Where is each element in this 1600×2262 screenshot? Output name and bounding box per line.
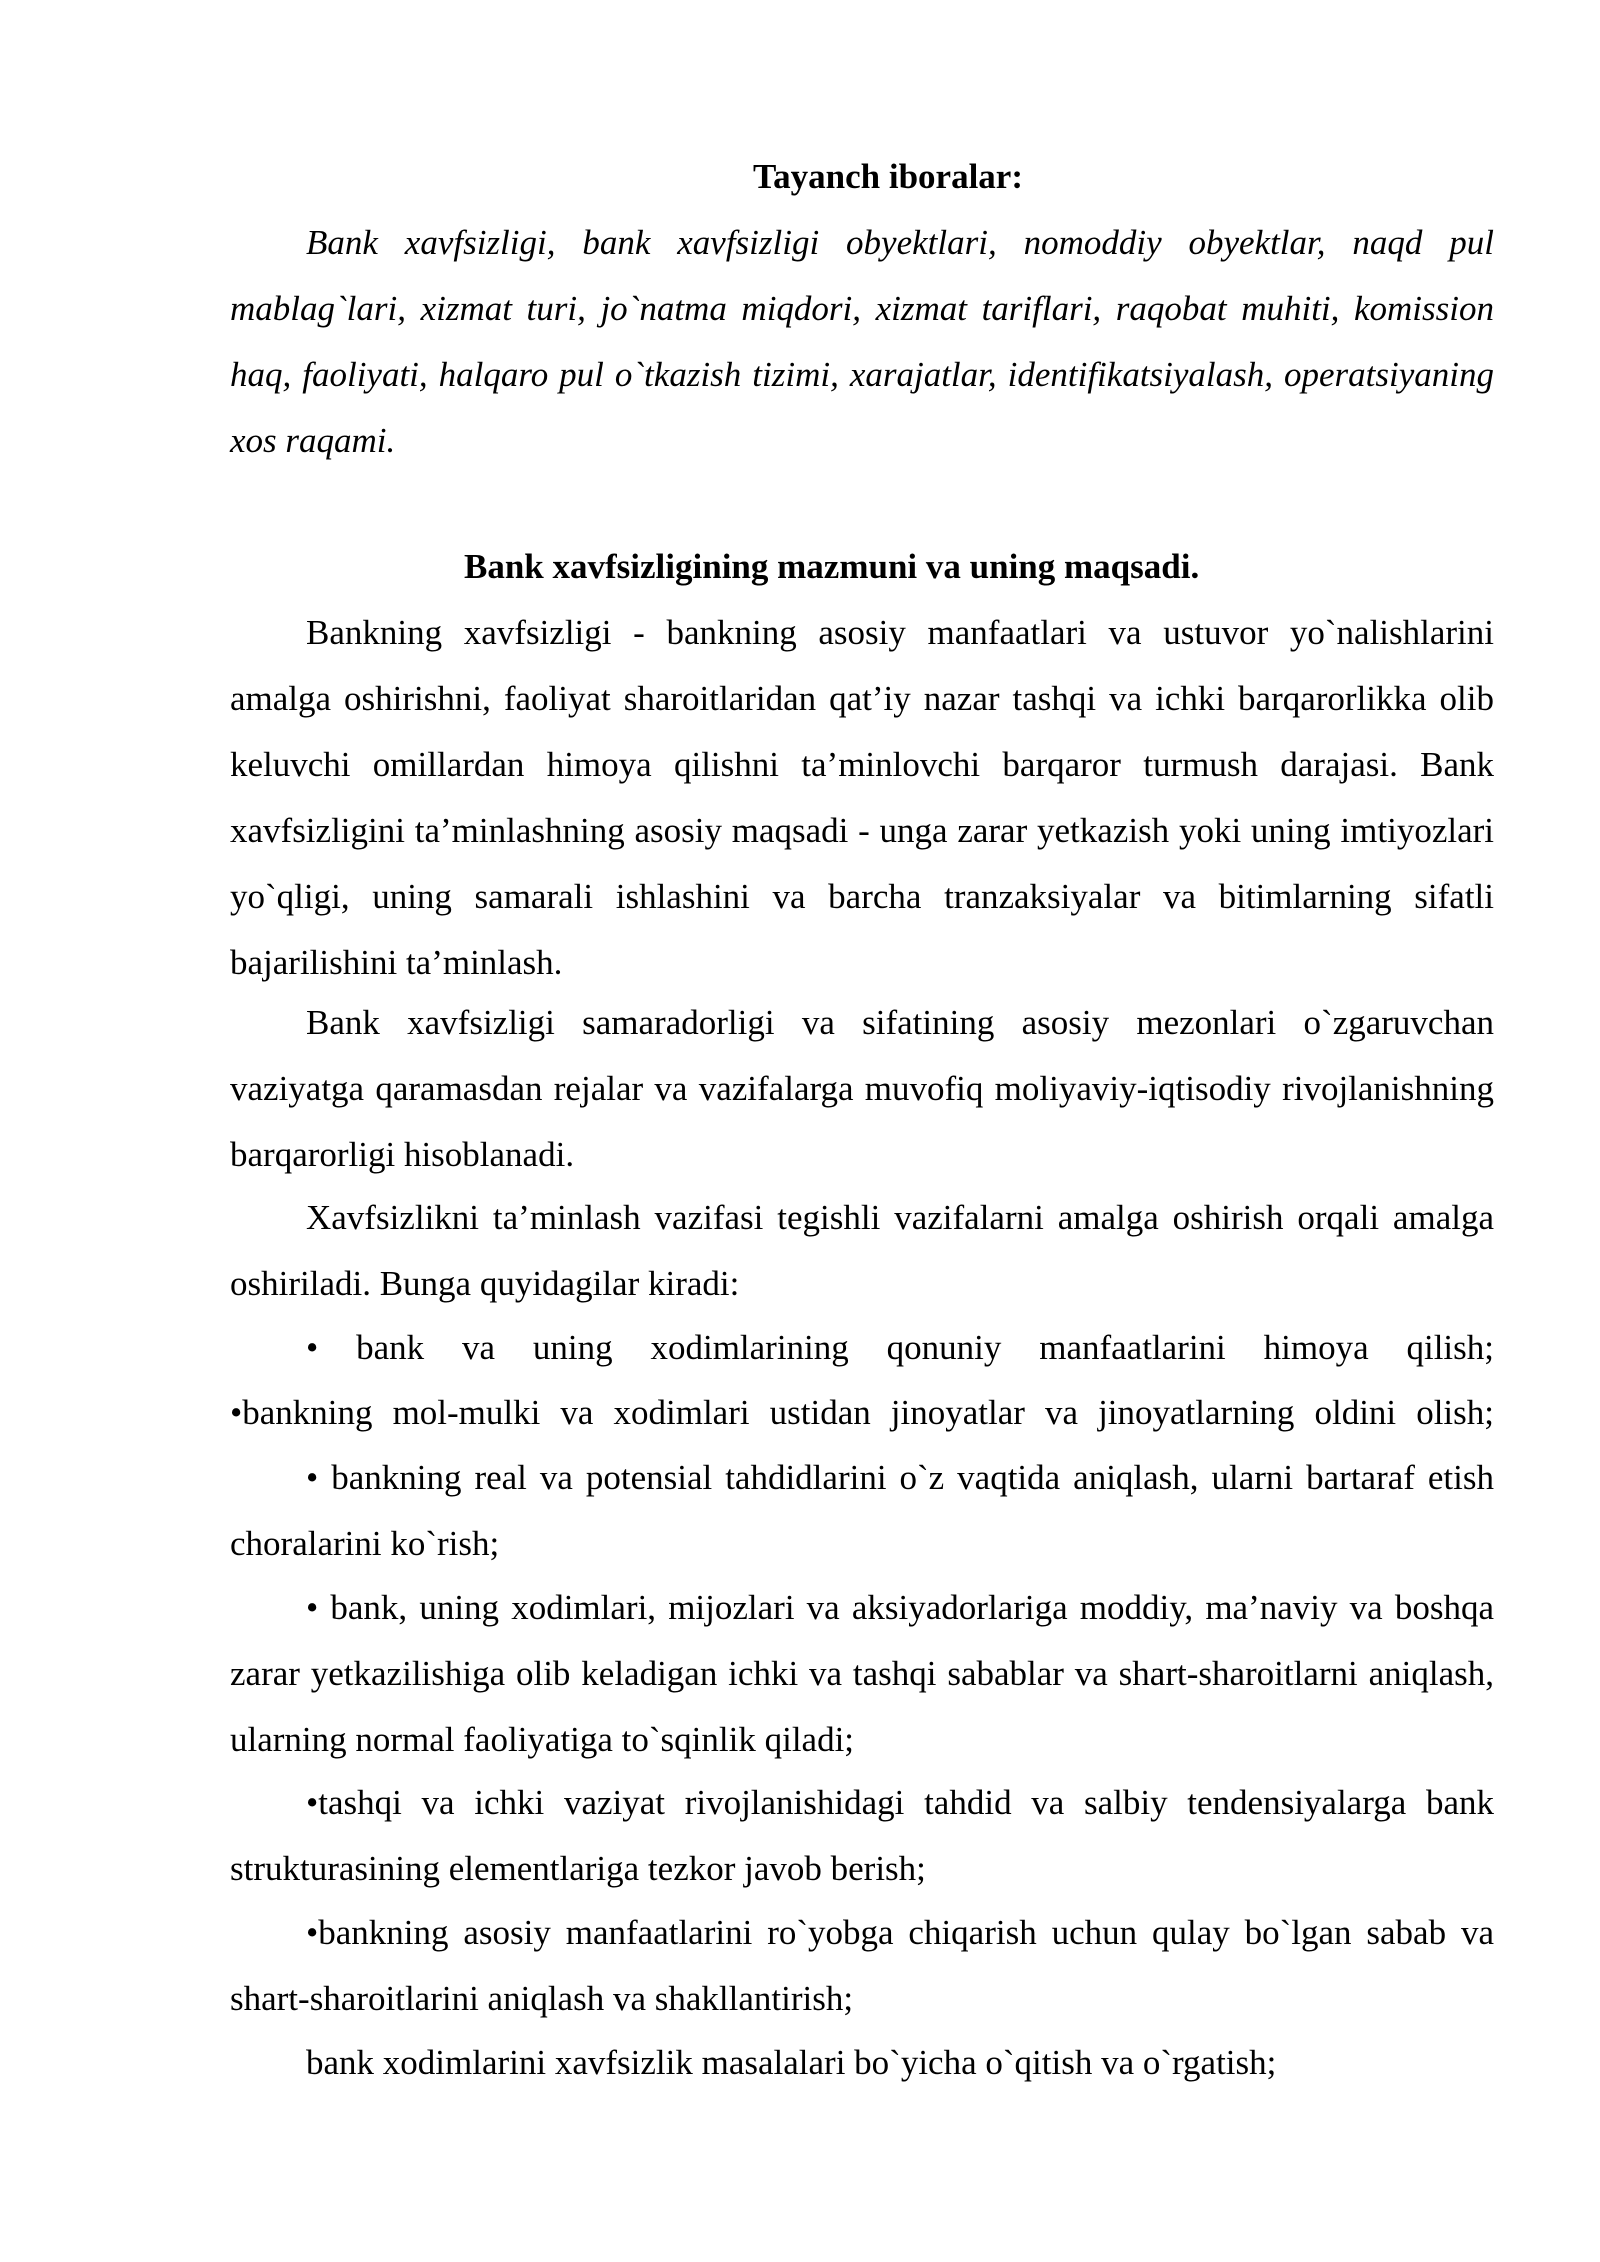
list-item: • bankning real va potensial tahdidlarini o`z vaqtida aniqlash, ularni bartaraf etish choralarini ko`rish; [230,1458,1494,1563]
paragraph-definition: Bankning xavfsizligi - bankning asosiy manfaatlari va ustuvor yo`nalishlarini amalga oshirishni, faoliyat sharoitlaridan qat’iy nazar tashqi va ichki barqarorlikka olib keluvchi omillardan himoya qilishni ta’minlovchi barqaror turmush darajasi. Bank xavfsizligini ta’minlashning asosiy maqsadi - unga zarar yetkazish yoki uning imtiyozlari yo`qligi, uning samarali ishlashini va barcha tranzaksiyalar va bitimlarning sifatli bajarilishini ta’minlash. [230,613,1494,982]
keywords-text: Bank xavfsizligi, bank xavfsizligi obyektlari, nomoddiy obyektlar, naqd pul mablag`lari, xizmat turi, jo`natma miqdori, xizmat tariflari, raqobat muhiti, komission haq, faoliyati, halqaro pul o`tkazish tizimi, xarajatlar, identifikatsiyalash, operatsiyaning xos raqami. [230,223,1494,460]
list-item: • bank va uning xodimlarining qonuniy manfaatlarini himoya qilish; [306,1328,1494,1367]
list-item: • bank, uning xodimlari, mijozlari va aksiyadorlariga moddiy, ma’naviy va boshqa zarar yetkazilishiga olib keladigan ichki va tashqi sabablar va shart-sharoitlarni aniqlash, ularning normal faoliyatiga to`sqinlik qiladi; [230,1588,1494,1759]
list-item: •bankning asosiy manfaatlarini ro`yobga chiqarish uchun qulay bo`lgan sabab va shart-sharoitlarini aniqlash va shakllantirish; [230,1913,1494,2018]
section-heading: Bank xavfsizligining mazmuni va uning maqsadi. [464,547,1200,586]
keywords-heading: Tayanch iboralar: [753,157,1023,196]
list-item: •tashqi va ichki vaziyat rivojlanishidagi tahdid va salbiy tendensiyalarga bank strukturasining elementlariga tezkor javob berish; [230,1783,1494,1888]
paragraph-tasks-intro: Xavfsizlikni ta’minlash vazifasi tegishli vazifalarni amalga oshirish orqali amalga oshiriladi. Bunga quyidagilar kiradi: [230,1198,1494,1303]
list-item: bank xodimlarini xavfsizlik masalalari bo`yicha o`qitish va o`rgatish; [306,2043,1277,2082]
list-item: •bankning mol-mulki va xodimlari ustidan jinoyatlar va jinoyatlarning oldini olish; [230,1393,1494,1432]
paragraph-criteria: Bank xavfsizligi samaradorligi va sifatining asosiy mezonlari o`zgaruvchan vaziyatga qaramasdan rejalar va vazifalarga muvofiq moliyaviy-iqtisodiy rivojlanishning barqarorligi hisoblanadi. [230,1003,1494,1174]
